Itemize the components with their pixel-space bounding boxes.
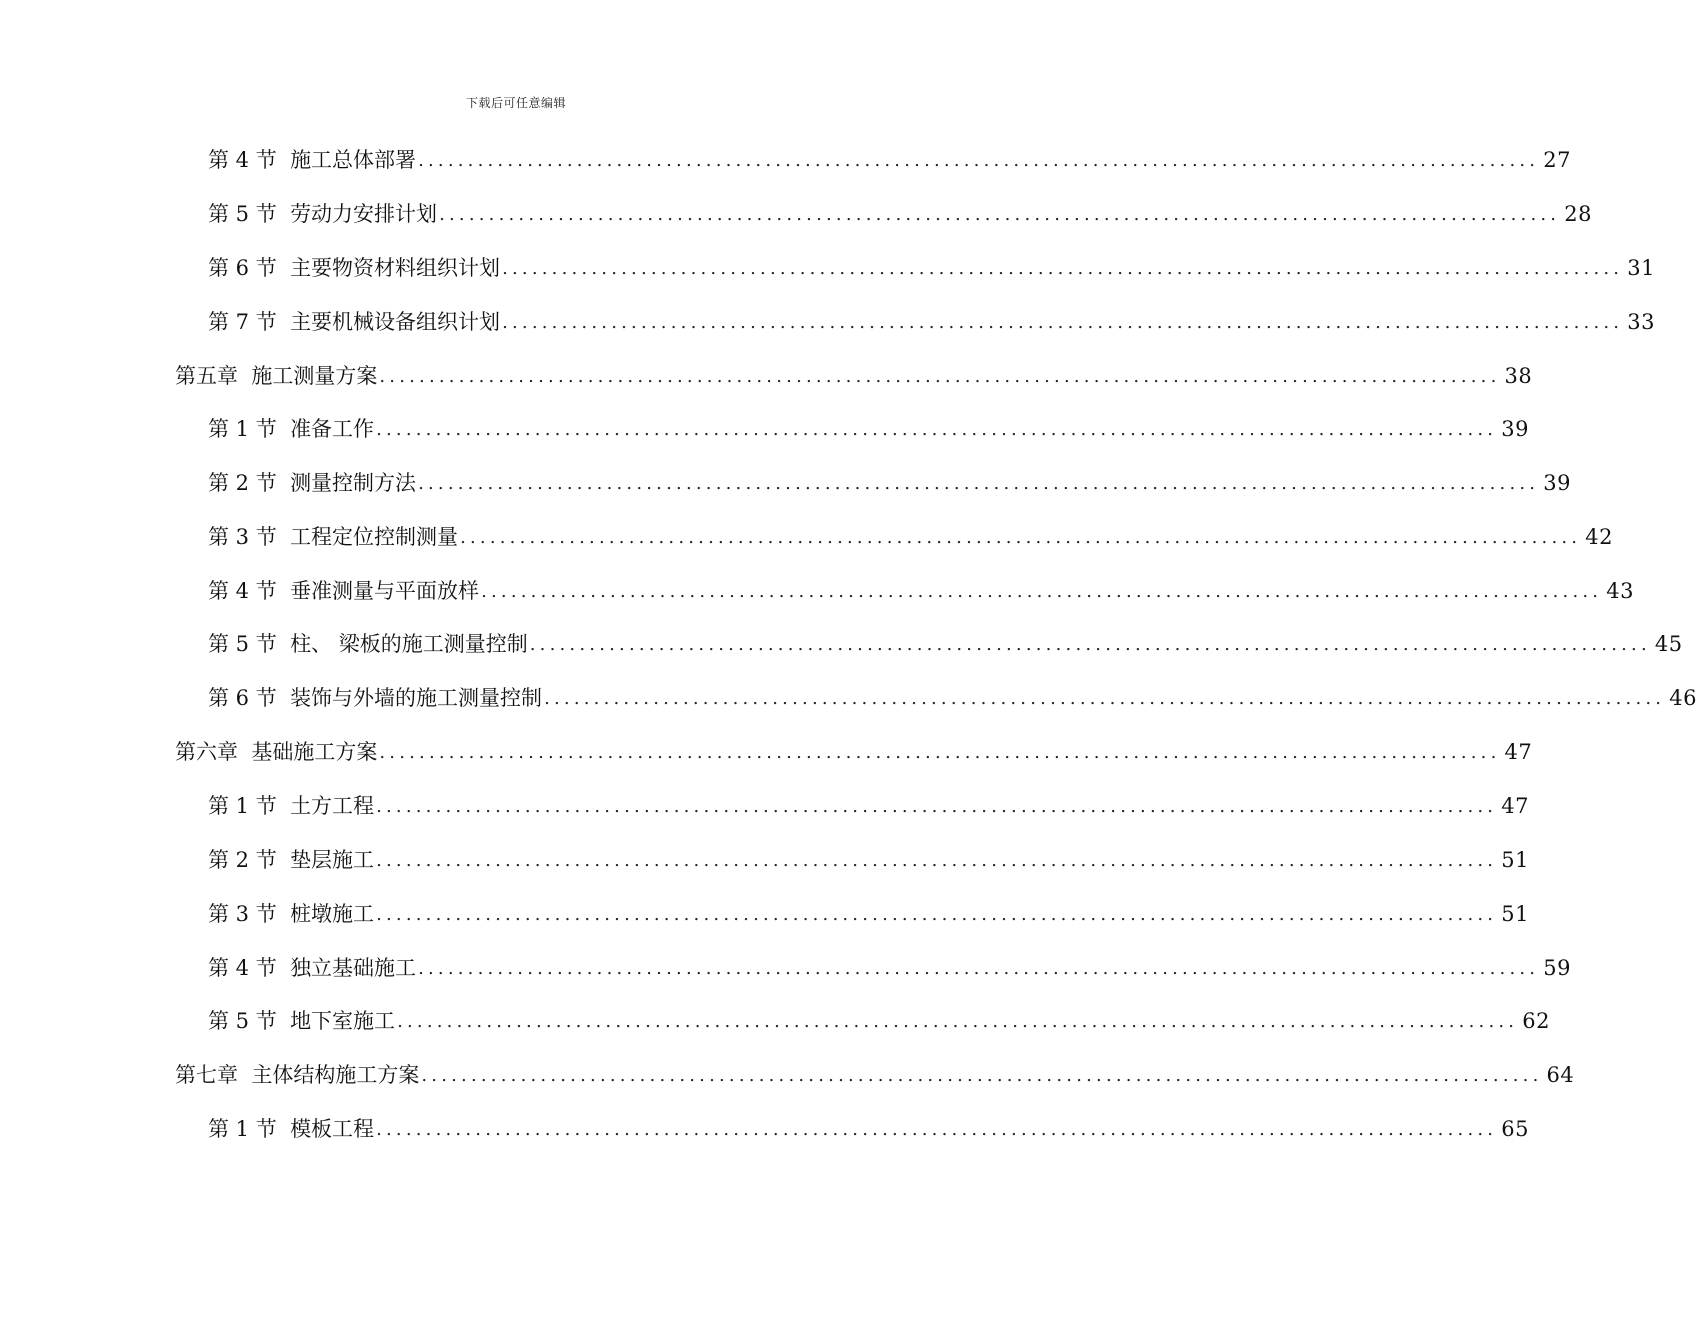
toc-entry-label: 第 1 节 — [208, 1117, 291, 1141]
toc-entry-label: 第 1 节 — [208, 417, 291, 441]
toc-dot-leader: ................................................................................................................. — [544, 688, 1666, 709]
toc-entry-title: 施工总体部署 — [290, 148, 417, 172]
toc-entry-label: 第 3 节 — [208, 525, 291, 549]
toc-entry-page: 46 — [1669, 686, 1697, 710]
toc-entry-title: 基础施工方案 — [251, 740, 378, 764]
toc-entry[interactable] — [0, 683, 1697, 713]
toc-dot-leader: ................................................................................................................. — [418, 150, 1540, 171]
toc-entry-page: 33 — [1627, 310, 1655, 334]
toc-dot-leader: ................................................................................................................. — [376, 796, 1498, 817]
toc-entry-label: 第 5 节 — [208, 632, 291, 656]
toc-dot-leader: ................................................................................................................. — [397, 1011, 1519, 1032]
toc-entry-title: 测量控制方法 — [290, 471, 417, 495]
toc-entry[interactable] — [0, 1006, 1550, 1036]
toc-entry[interactable] — [0, 199, 1592, 229]
toc-entry-label: 第 4 节 — [208, 148, 291, 172]
toc-dot-leader: ................................................................................................................. — [421, 1065, 1543, 1086]
toc-entry-label: 第 6 节 — [208, 256, 291, 280]
toc-entry-label: 第 4 节 — [208, 956, 291, 980]
toc-entry-page: 43 — [1606, 579, 1634, 603]
toc-dot-leader: ................................................................................................................. — [376, 419, 1498, 440]
toc-entry-label: 第 2 节 — [208, 848, 291, 872]
toc-entry-page: 47 — [1501, 794, 1529, 818]
toc-entry-page: 39 — [1543, 471, 1571, 495]
toc-entry-label: 第七章 — [175, 1063, 252, 1087]
toc-dot-leader: ................................................................................................................. — [379, 366, 1501, 387]
toc-dot-leader: ................................................................................................................. — [376, 1119, 1498, 1140]
toc-dot-leader: ................................................................................................................. — [418, 958, 1540, 979]
toc-entry-label: 第 5 节 — [208, 202, 291, 226]
toc-entry-title: 施工测量方案 — [251, 364, 378, 388]
toc-entry-label: 第 2 节 — [208, 471, 291, 495]
toc-entry-title: 主体结构施工方案 — [251, 1063, 420, 1087]
toc-entry-page: 42 — [1585, 525, 1613, 549]
toc-entry-title: 准备工作 — [290, 417, 375, 441]
toc-entry-title: 垫层施工 — [290, 848, 375, 872]
toc-dot-leader: ................................................................................................................. — [439, 204, 1561, 225]
toc-dot-leader: ................................................................................................................. — [529, 634, 1651, 655]
toc-entry-page: 39 — [1501, 417, 1529, 441]
toc-dot-leader: ................................................................................................................. — [379, 742, 1501, 763]
toc-entry-page: 59 — [1543, 956, 1571, 980]
toc-entry[interactable] — [0, 145, 1571, 175]
toc-entry-title: 劳动力安排计划 — [290, 202, 438, 226]
toc-entry-page: 65 — [1501, 1117, 1529, 1141]
toc-entry[interactable] — [0, 253, 1655, 283]
toc-dot-leader: ................................................................................................................. — [376, 850, 1498, 871]
toc-entry-title: 模板工程 — [290, 1117, 375, 1141]
toc-dot-leader: ................................................................................................................. — [481, 581, 1603, 602]
toc-entry[interactable] — [0, 576, 1634, 606]
toc-entry-title: 工程定位控制测量 — [290, 525, 459, 549]
toc-entry-page: 51 — [1501, 902, 1529, 926]
toc-entry-label: 第 5 节 — [208, 1009, 291, 1033]
toc-entry[interactable] — [0, 953, 1571, 983]
toc-entry-page: 31 — [1627, 256, 1655, 280]
toc-entry-page: 62 — [1522, 1009, 1550, 1033]
toc-entry-title: 垂准测量与平面放样 — [290, 579, 480, 603]
toc-entry-title: 装饰与外墙的施工测量控制 — [290, 686, 543, 710]
toc-entry-label: 第 7 节 — [208, 310, 291, 334]
toc-entry-page: 28 — [1564, 202, 1592, 226]
toc-entry-label: 第五章 — [175, 364, 252, 388]
toc-dot-leader: ................................................................................................................. — [502, 258, 1624, 279]
toc-entry-label: 第六章 — [175, 740, 252, 764]
toc-entry-page: 64 — [1546, 1063, 1575, 1087]
toc-entry-label: 第 6 节 — [208, 686, 291, 710]
toc-entry-chapter[interactable] — [0, 737, 1533, 767]
toc-entry[interactable] — [0, 629, 1683, 659]
toc-entry-label: 第 3 节 — [208, 902, 291, 926]
toc-entry[interactable] — [0, 307, 1655, 337]
toc-entry-chapter[interactable] — [0, 1060, 1575, 1090]
toc-entry[interactable] — [0, 791, 1529, 821]
toc-entry-chapter[interactable] — [0, 361, 1533, 391]
toc-dot-leader: ................................................................................................................. — [460, 527, 1582, 548]
toc-entry-label: 第 1 节 — [208, 794, 291, 818]
toc-entry[interactable] — [0, 899, 1529, 929]
toc-entry-page: 51 — [1501, 848, 1529, 872]
toc-entry-title: 土方工程 — [290, 794, 375, 818]
toc-entry-title: 独立基础施工 — [290, 956, 417, 980]
toc-entry[interactable] — [0, 845, 1529, 875]
toc-entry-page: 38 — [1504, 364, 1533, 388]
toc-dot-leader: ................................................................................................................. — [502, 312, 1624, 333]
toc-entry[interactable] — [0, 522, 1613, 552]
toc-dot-leader: ................................................................................................................. — [376, 904, 1498, 925]
toc-entry-title: 柱、 梁板的施工测量控制 — [290, 632, 528, 656]
header-note: 下载后可任意编辑 — [465, 96, 566, 110]
toc-entry-title: 主要物资材料组织计划 — [290, 256, 501, 280]
toc-entry-page: 47 — [1504, 740, 1533, 764]
toc-entry-page: 45 — [1654, 632, 1683, 656]
toc-entry[interactable] — [0, 1114, 1529, 1144]
toc-entry-page: 27 — [1543, 148, 1571, 172]
toc-entry-title: 桩墩施工 — [290, 902, 375, 926]
toc-entry-title: 地下室施工 — [290, 1009, 396, 1033]
toc-dot-leader: ................................................................................................................. — [418, 473, 1540, 494]
toc-entry[interactable] — [0, 414, 1529, 444]
toc-entry-label: 第 4 节 — [208, 579, 291, 603]
toc-entry-title: 主要机械设备组织计划 — [290, 310, 501, 334]
toc-entry[interactable] — [0, 468, 1571, 498]
